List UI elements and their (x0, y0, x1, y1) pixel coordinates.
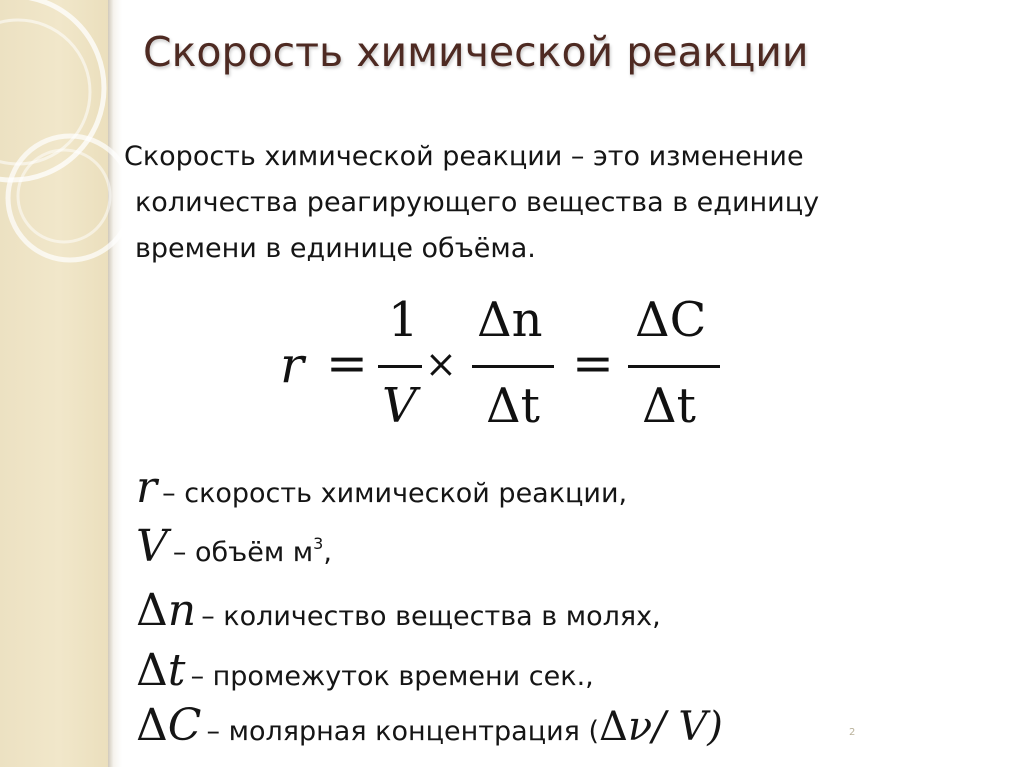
legend-symbol-letter: t (167, 645, 186, 696)
page-number: 2 (849, 727, 856, 738)
rate-formula (280, 292, 740, 452)
legend-symbol-letter: C (167, 700, 202, 751)
legend-text: – объём м (172, 537, 314, 568)
delta-symbol: Δ (136, 700, 168, 751)
legend-text: – скорость химической реакции, (162, 478, 628, 509)
legend-text: – промежуток времени сек., (190, 661, 594, 692)
legend-text: – молярная концентрация ( (206, 716, 599, 747)
legend-item-delta-n (136, 585, 661, 636)
legend-superscript: 3 (313, 534, 324, 553)
legend-symbol: V (136, 521, 168, 572)
fraction-1-numerator: 1 (388, 292, 419, 348)
legend-symbol: r (136, 462, 158, 513)
legend-text: – количество вещества в молях, (201, 601, 661, 632)
legend-tail-formula (599, 704, 723, 750)
formula-times-sign: × (425, 342, 457, 386)
legend-item-delta-c (136, 700, 723, 751)
fraction-2-bar (472, 365, 554, 368)
fraction-1-denominator: V (382, 378, 417, 434)
formula-equals-sign: = (326, 334, 368, 392)
formula-equals-sign: = (572, 334, 614, 392)
fraction-3-denominator: Δt (642, 378, 696, 434)
fraction-2-numerator: Δn (477, 292, 543, 348)
fraction-1-bar (378, 365, 422, 368)
delta-symbol: Δ (136, 585, 168, 636)
slide-title: Скорость химической реакции (143, 28, 809, 76)
legend-symbol (136, 585, 196, 636)
formula-lhs-r: r (280, 336, 304, 394)
legend-tail-text: ν/ V) (627, 704, 723, 750)
fraction-3-numerator: ΔC (635, 292, 707, 348)
definition-line: количества реагирующего вещества в единицу (135, 187, 820, 218)
legend-symbol (136, 645, 185, 696)
legend-text-after: , (323, 537, 332, 568)
fraction-3-bar (628, 365, 720, 368)
delta-symbol: Δ (136, 645, 168, 696)
delta-symbol: Δ (599, 704, 628, 750)
legend-item-r (136, 462, 627, 513)
fraction-2-denominator: Δt (486, 378, 540, 434)
legend-item-delta-t (136, 645, 594, 696)
definition-line: Скорость химической реакции – это изменение (124, 141, 804, 172)
definition-line: времени в единице объёма. (135, 233, 536, 264)
legend-symbol (136, 700, 201, 751)
legend-symbol-letter: n (167, 585, 197, 636)
legend-item-v (136, 521, 332, 572)
decorative-circles-icon (0, 0, 130, 300)
